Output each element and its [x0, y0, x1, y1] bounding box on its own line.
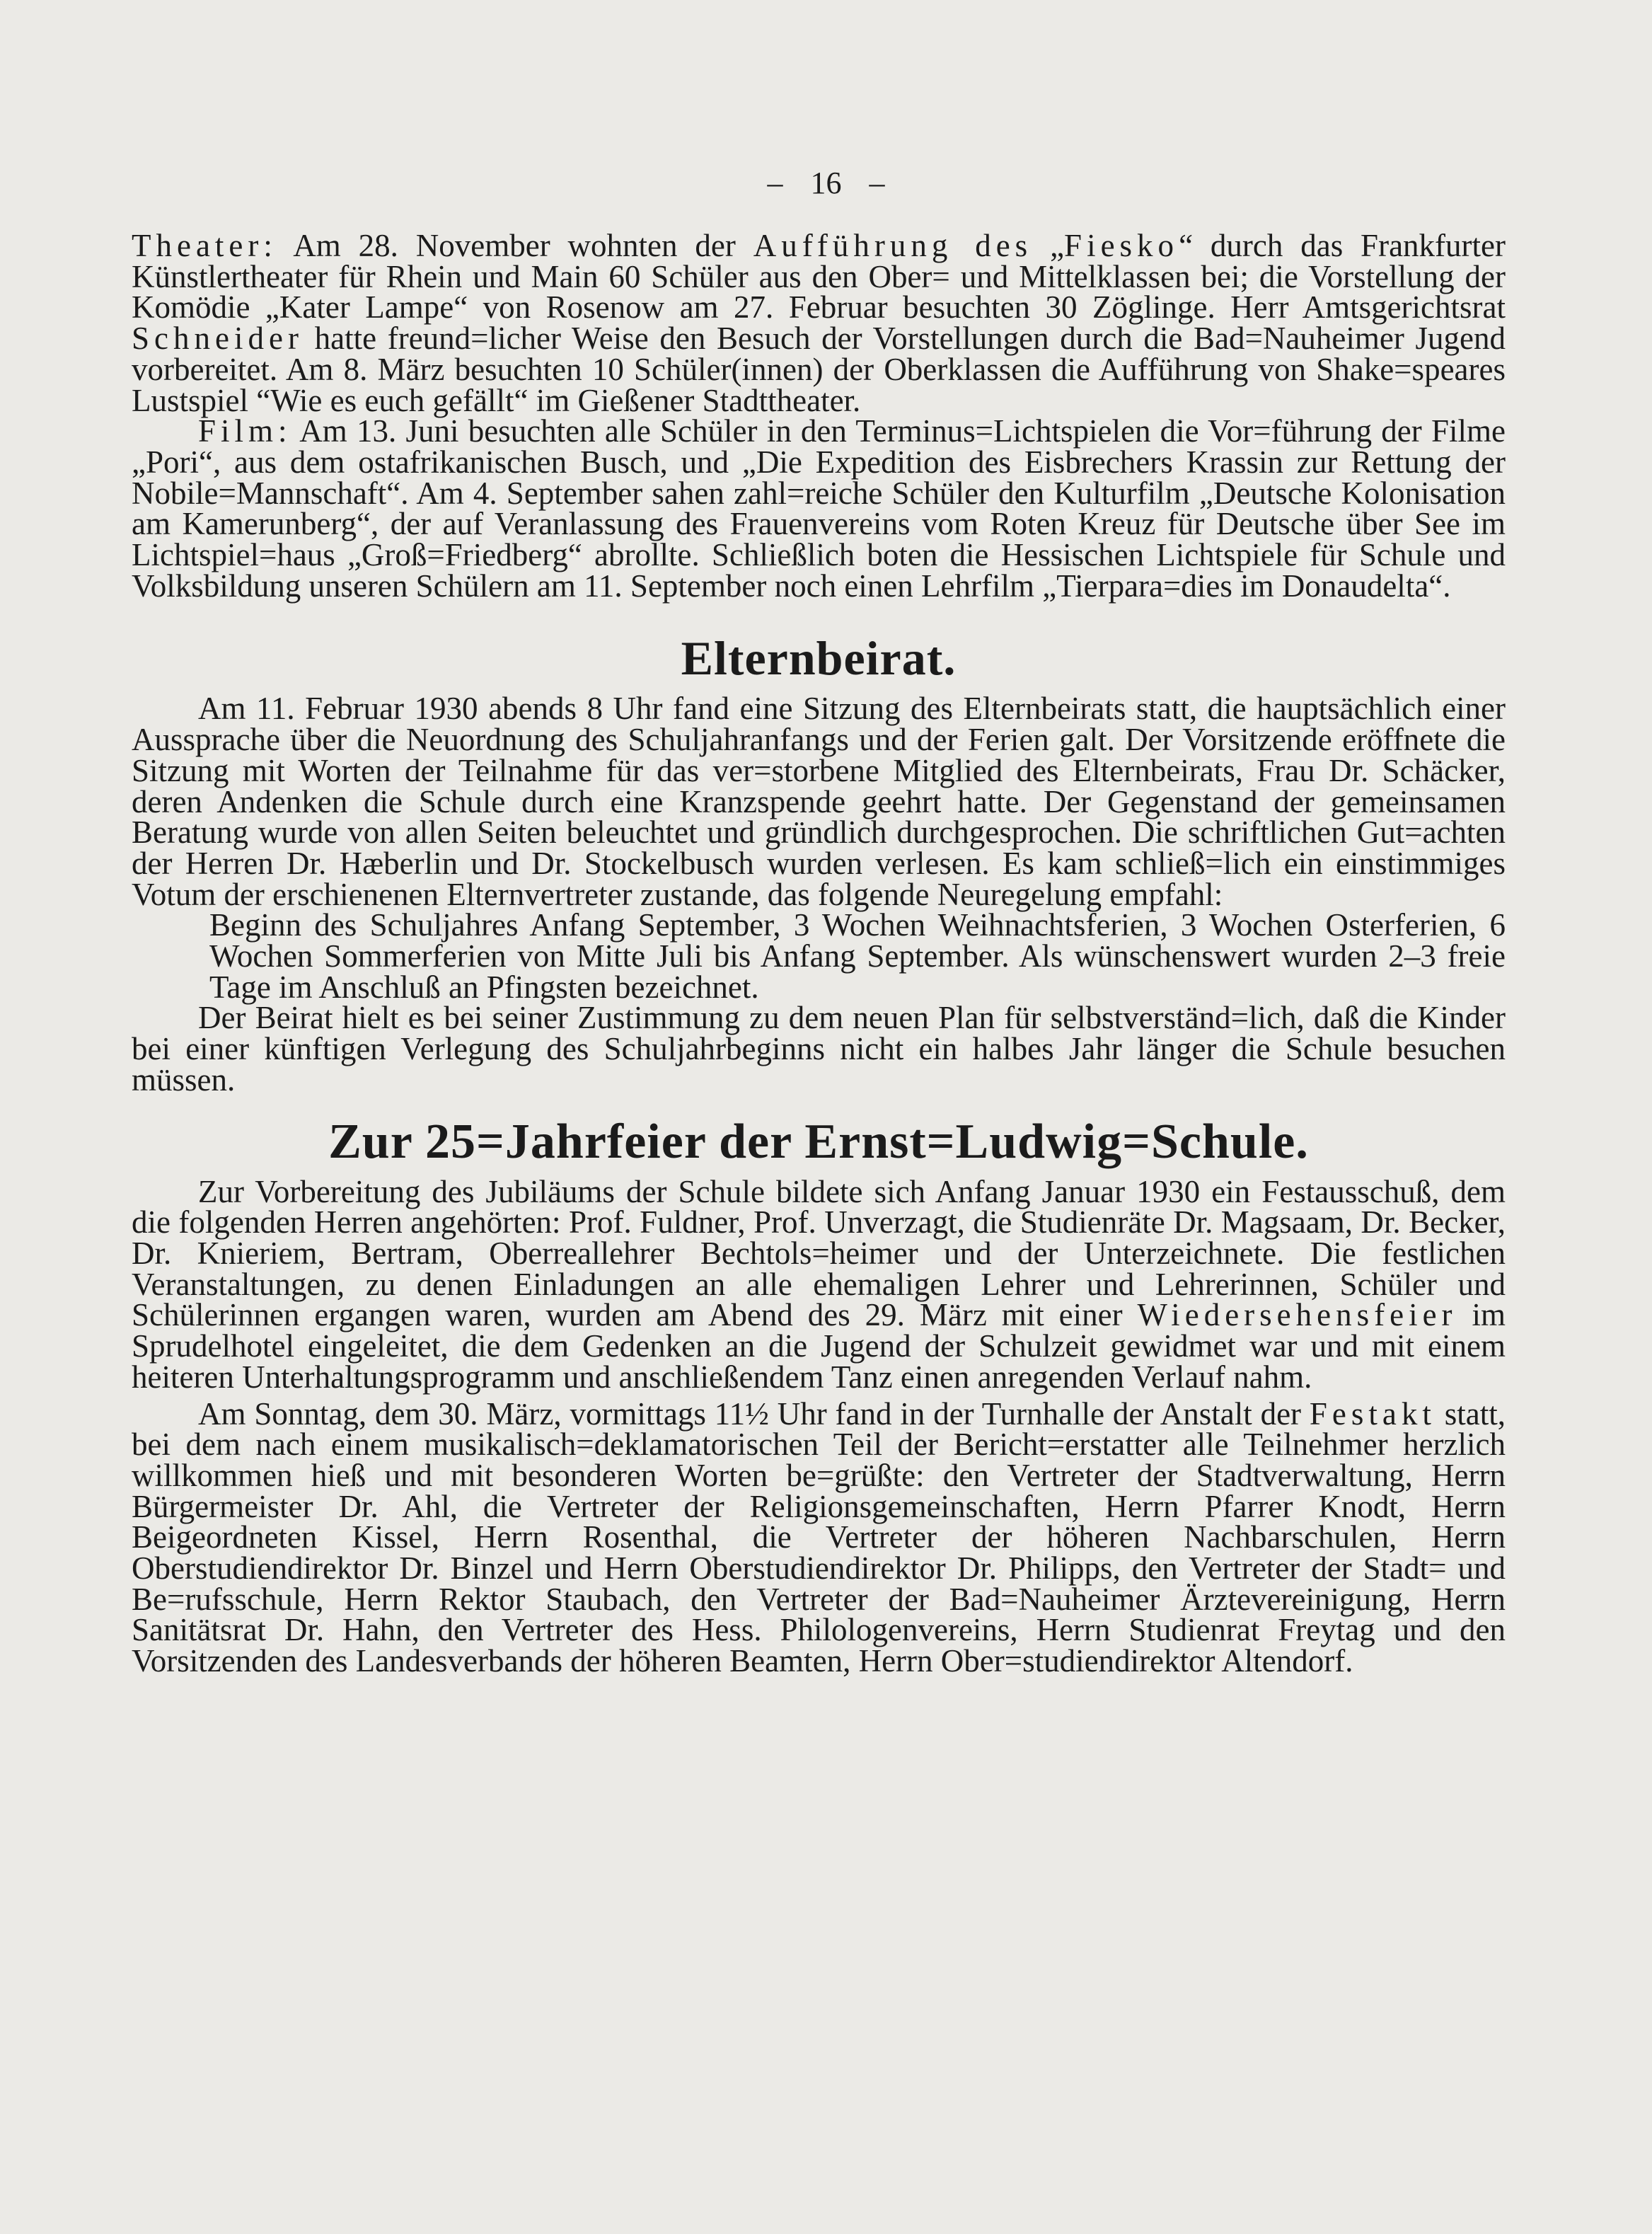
paragraph-elternbeirat-2: Beginn des Schuljahres Anfang September, 3 Wochen Weihnachtsferien, 3 Wochen Osterferien, 6 Wochen Sommerferien von Mitte Juli bis Anfang September. Als wünschenswert wurden 2–3 freie Tage im Anschluß an Pfingsten bezeichnet.	[209, 907, 1506, 1005]
neuregelung-block	[132, 907, 1506, 1005]
paragraph-film: Film: Am 13. Juni besuchten alle Schüler in den Terminus=Lichtspielen die Vor=führung der Filme „Pori“, aus dem ostafrikanischen Busch, und „Die Expedition des Eisbrechers Krassin zur Rettung der Nobile=Mannschaft“. Am 4. September sahen zahl=reiche Schüler den Kulturfilm „Deutsche Kolonisation am Kamerunberg“, der auf Veranlassung des Frauenvereins vom Roten Kreuz für Deutsche über See im Lichtspiel=haus „Groß=Friedberg“ abrollte. Schließlich boten die Hessischen Lichtspiele für Schule und Volksbildung unseren Schülern am 11. September noch einen Lehrfilm „Tierpara=dies im Donaudelta“.	[132, 413, 1506, 604]
page-number-dash-left: –	[767, 166, 783, 200]
paragraph-theater: Theater: Am 28. November wohnten der Aufführung des „Fiesko“ durch das Frankfurter Künstlertheater für Rhein und Main 60 Schüler aus den Ober= und Mittelklassen bei; die Vorstellung der Komödie „Kater Lampe“ von Rosenow am 27. Februar besuchten 30 Zöglinge. Herr Amtsgerichtsrat Schneider hatte freund=licher Weise den Besuch der Vorstellungen durch die Bad=Nauheimer Jugend vorbereitet. Am 8. März besuchten 10 Schüler(innen) der Oberklassen die Aufführung von Shake=speares Lustspiel “Wie es euch gefällt“ im Gießener Stadttheater.	[132, 228, 1506, 418]
paragraph-jahrfeier-2: Am Sonntag, dem 30. März, vormittags 11½ Uhr fand in der Turnhalle der Anstalt der Festakt statt, bei dem nach einem musikalisch=deklamatorischen Teil der Bericht=erstatter alle Teilnehmer herzlich willkommen hieß und mit besonderen Worten be=grüßte: den Vertreter der Stadtverwaltung, Herrn Bürgermeister Dr. Ahl, die Vertreter der Religionsgemeinschaften, Herrn Pfarrer Knodt, Herrn Beigeordneten Kissel, Herrn Rosenthal, die Vertreter der höheren Nachbarschulen, Herrn Oberstudiendirektor Dr. Binzel und Herrn Oberstudiendirektor Dr. Philipps, den Vertreter der Stadt= und Be=rufsschule, Herrn Rektor Staubach, den Vertreter der Bad=Nauheimer Ärztevereinigung, Herrn Sanitätsrat Dr. Hahn, den Vertreter des Hess. Philologenvereins, Herrn Studienrat Freytag und den Vorsitzenden des Landesverbands der höheren Beamten, Herrn Ober=studiendirektor Altendorf.	[132, 1395, 1506, 1679]
page-number-value: 16	[810, 166, 842, 200]
page-number-dash-right: –	[869, 166, 885, 200]
text-column	[132, 228, 1506, 1679]
label-theater: Theater:	[132, 228, 277, 263]
heading-jahrfeier: Zur 25=Jahrfeier der Ernst=Ludwig=Schule.	[328, 1114, 1309, 1169]
page-number	[0, 166, 1652, 201]
paragraph-elternbeirat-3: Der Beirat hielt es bei seiner Zustimmung zu dem neuen Plan für selbstverständ=lich, daß die Kinder bei einer künftigen Verlegung des Schuljahrbeginns nicht ein halbes Jahr länger die Schule besuchen müssen.	[132, 1000, 1506, 1098]
heading-elternbeirat: Elternbeirat.	[681, 631, 957, 686]
paragraph-jahrfeier-1: Zur Vorbereitung des Jubiläums der Schule bildete sich Anfang Januar 1930 ein Festausschuß, dem die folgenden Herren angehörten: Prof. Fuldner, Prof. Unverzagt, die Studienräte Dr. Magsaam, Dr. Becker, Dr. Knieriem, Bertram, Oberreallehrer Bechtols=heimer und der Unterzeichnete. Die festlichen Veranstaltungen, zu denen Einladungen an alle ehemaligen Lehrer und Lehrerinnen, Schüler und Schülerinnen ergangen waren, wurden am Abend des 29. März mit einer Wiedersehensfeier im Sprudelhotel eingeleitet, die dem Gedenken an die Jugend der Schulzeit gewidmet war und mit einem heiteren Unterhaltungsprogramm und anschließendem Tanz einen anregenden Verlauf nahm.	[132, 1173, 1506, 1395]
label-film: Film:	[198, 413, 292, 449]
paragraph-elternbeirat-1: Am 11. Februar 1930 abends 8 Uhr fand eine Sitzung des Elternbeirats statt, die hauptsächlich einer Aussprache über die Neuordnung des Schuljahranfangs und der Ferien galt. Der Vorsitzende eröffnete die Sitzung mit Worten der Teilnahme für das ver=storbene Mitglied des Elternbeirats, Frau Dr. Schäcker, deren Andenken die Schule durch eine Kranzspende geehrt hatte. Der Gegenstand der gemeinsamen Beratung wurde von allen Seiten beleuchtet und gründlich durchgesprochen. Die schriftlichen Gut=achten der Herren Dr. Hæberlin und Dr. Stockelbusch wurden verlesen. Es kam schließ=lich ein einstimmiges Votum der erschienenen Elternvertreter zustande, das folgende Neuregelung empfahl:	[132, 691, 1506, 912]
